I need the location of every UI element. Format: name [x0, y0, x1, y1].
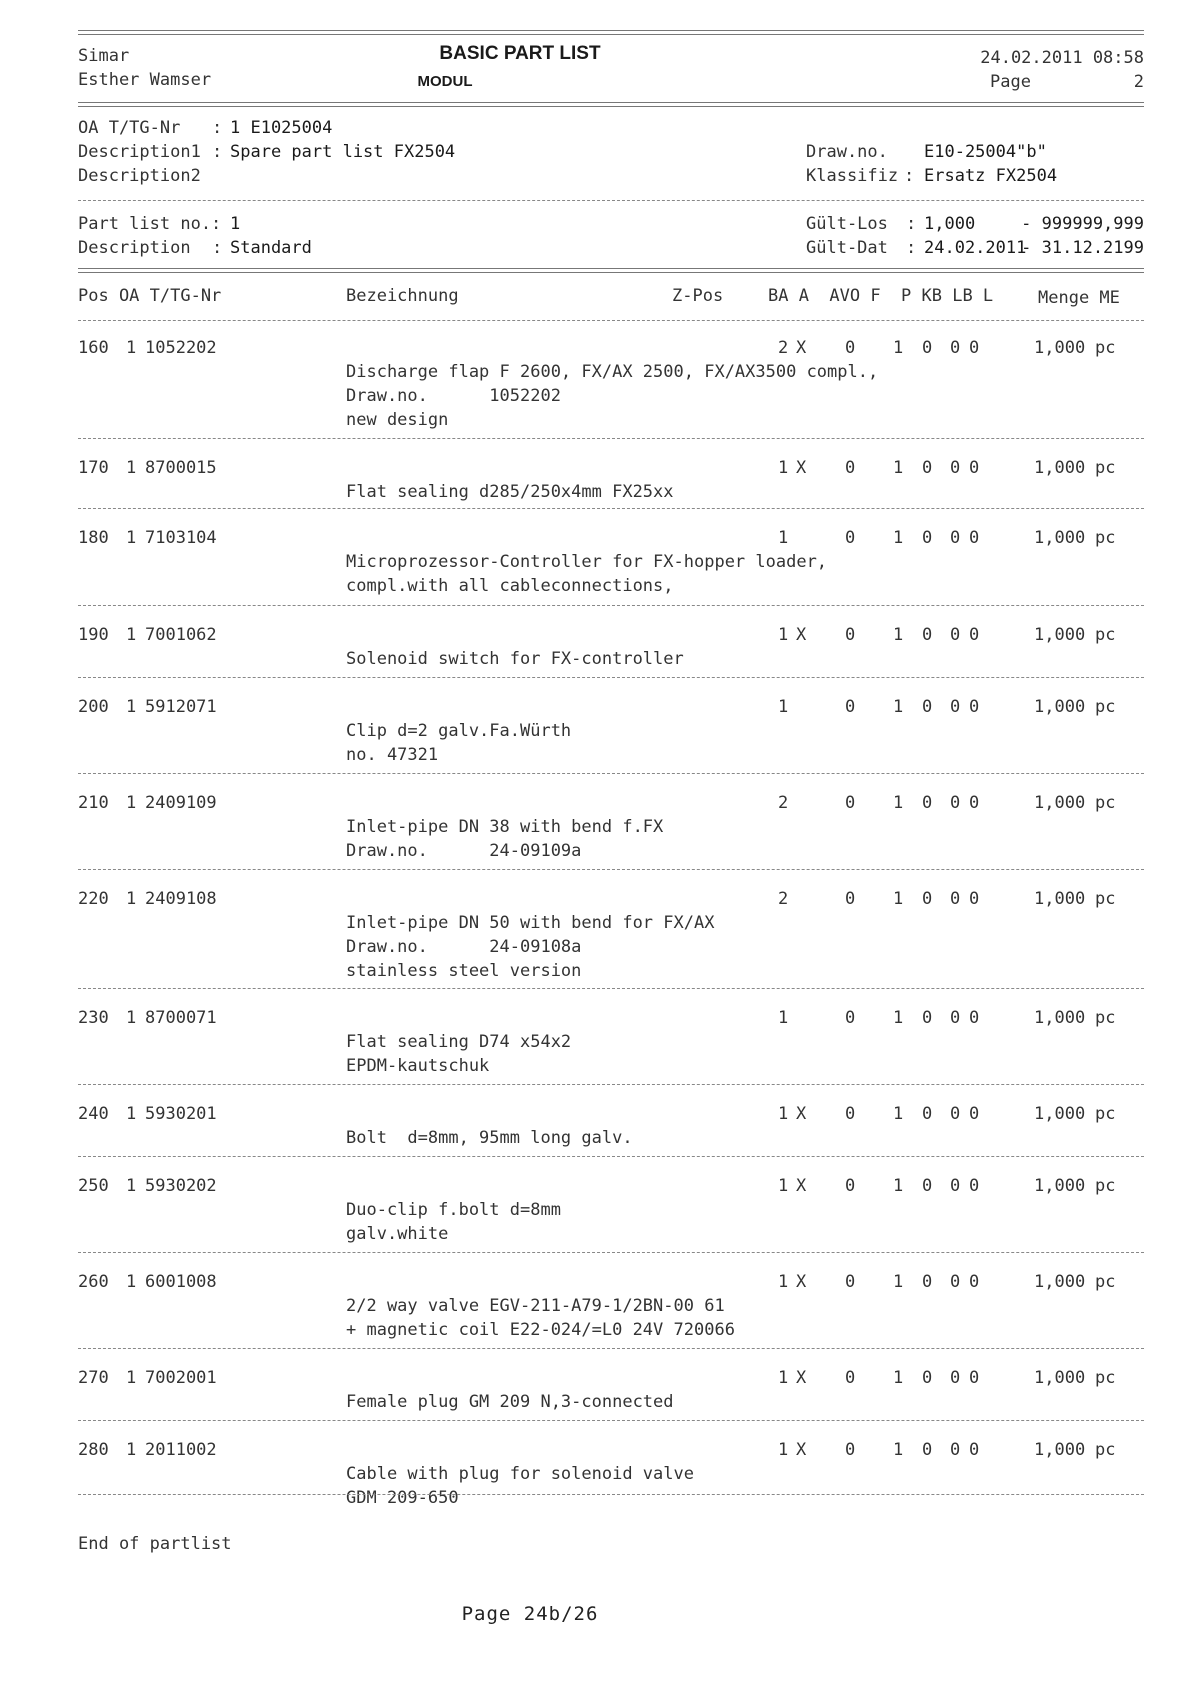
row-me: pc	[1095, 1368, 1116, 1388]
row-l: 0	[969, 1176, 980, 1196]
row-menge: 1,000	[1034, 1176, 1086, 1196]
row-lb: 0	[950, 528, 961, 548]
col-menge: Menge ME	[1038, 288, 1120, 308]
row-menge: 1,000	[1034, 1008, 1086, 1028]
row-a: X	[796, 1368, 807, 1388]
row-ba: 2	[778, 889, 789, 909]
row-separator	[78, 869, 1144, 870]
top-double-rule	[78, 30, 1144, 31]
row-menge: 1,000	[1034, 1440, 1086, 1460]
row-me: pc	[1095, 1272, 1116, 1292]
row-nr: 6001008	[145, 1272, 217, 1292]
row-p: 1	[893, 625, 904, 645]
row-oa: 1	[126, 1008, 137, 1028]
row-oa: 1	[126, 1368, 137, 1388]
row-nr: 8700015	[145, 458, 217, 478]
row-separator	[78, 605, 1144, 606]
row-me: pc	[1095, 458, 1116, 478]
user-name: Esther Wamser	[78, 70, 212, 90]
row-kb: 0	[922, 697, 933, 717]
row-ba: 1	[778, 528, 789, 548]
description-colon: :	[212, 238, 223, 258]
row-a: X	[796, 1104, 807, 1124]
row-pos: 190	[78, 625, 109, 645]
row-nr: 8700071	[145, 1008, 217, 1028]
info-dashed-rule	[78, 200, 1144, 201]
row-nr: 2409108	[145, 889, 217, 909]
row-p: 1	[893, 528, 904, 548]
row-oa: 1	[126, 889, 137, 909]
row-lb: 0	[950, 889, 961, 909]
columns-double-rule	[78, 268, 1144, 269]
row-description-line: Microprozessor-Controller for FX-hopper loader,	[346, 552, 828, 572]
row-a: X	[796, 338, 807, 358]
row-pos: 280	[78, 1440, 109, 1460]
gultdat-label: Gült-Dat	[806, 238, 888, 258]
row-ba: 1	[778, 1008, 789, 1028]
row-description-line: Flat sealing d285/250x4mm FX25xx	[346, 482, 674, 502]
row-lb: 0	[950, 697, 961, 717]
row-nr: 1052202	[145, 338, 217, 358]
row-avo: 0	[845, 697, 856, 717]
row-nr: 7002001	[145, 1368, 217, 1388]
draw-label: Draw.no.	[806, 142, 888, 162]
oa-label: OA T/TG-Nr	[78, 118, 181, 138]
row-description-line: Flat sealing D74 x54x2	[346, 1032, 572, 1052]
row-me: pc	[1095, 1104, 1116, 1124]
row-description-line: Draw.no. 24-09109a	[346, 841, 582, 861]
row-nr: 7001062	[145, 625, 217, 645]
columns-dashed-rule	[78, 320, 1144, 321]
header-double-rule	[78, 102, 1144, 103]
desc2-label: Description2	[78, 166, 201, 186]
row-ba: 1	[778, 697, 789, 717]
gultlos-from: 1,000	[924, 214, 976, 234]
row-ba: 1	[778, 1176, 789, 1196]
row-menge: 1,000	[1034, 1272, 1086, 1292]
col-flags: BA A AVO F P KB LB L	[768, 286, 994, 306]
row-menge: 1,000	[1034, 889, 1086, 909]
row-p: 1	[893, 697, 904, 717]
klass-colon: :	[904, 166, 915, 186]
partlist-value: 1	[230, 214, 241, 234]
row-l: 0	[969, 458, 980, 478]
row-a: X	[796, 1272, 807, 1292]
row-pos: 220	[78, 889, 109, 909]
row-a: X	[796, 1440, 807, 1460]
row-oa: 1	[126, 1272, 137, 1292]
row-l: 0	[969, 1368, 980, 1388]
row-oa: 1	[126, 338, 137, 358]
row-separator	[78, 677, 1144, 678]
row-description-line: Bolt d=8mm, 95mm long galv.	[346, 1128, 633, 1148]
row-pos: 260	[78, 1272, 109, 1292]
desc1-colon: :	[212, 142, 223, 162]
row-kb: 0	[922, 1440, 933, 1460]
col-zpos: Z-Pos	[672, 286, 724, 306]
oa-value: 1 E1025004	[230, 118, 333, 138]
row-description-line: Solenoid switch for FX-controller	[346, 649, 684, 669]
row-description-line: GDM 209-650	[346, 1488, 459, 1508]
row-avo: 0	[845, 625, 856, 645]
row-menge: 1,000	[1034, 1104, 1086, 1124]
row-me: pc	[1095, 338, 1116, 358]
row-nr: 2409109	[145, 793, 217, 813]
row-oa: 1	[126, 1104, 137, 1124]
row-a: X	[796, 458, 807, 478]
row-kb: 0	[922, 1104, 933, 1124]
doc-subtitle: MODUL	[417, 73, 473, 90]
row-lb: 0	[950, 458, 961, 478]
description-label: Description	[78, 238, 191, 258]
row-description-line: galv.white	[346, 1224, 449, 1244]
row-l: 0	[969, 889, 980, 909]
end-of-partlist: End of partlist	[78, 1534, 232, 1554]
row-ba: 1	[778, 625, 789, 645]
row-me: pc	[1095, 1008, 1116, 1028]
col-bezeichnung: Bezeichnung	[346, 286, 459, 306]
row-description-line: Draw.no. 24-09108a	[346, 937, 582, 957]
row-oa: 1	[126, 458, 137, 478]
row-nr: 5912071	[145, 697, 217, 717]
gultdat-to: - 31.12.2199	[1021, 238, 1144, 258]
company-name: Simar	[78, 46, 130, 66]
row-avo: 0	[845, 1104, 856, 1124]
row-description-line: Female plug GM 209 N,3-connected	[346, 1392, 674, 1412]
row-separator	[78, 1494, 1144, 1495]
row-separator	[78, 1084, 1144, 1085]
row-description-line: new design	[346, 410, 449, 430]
row-kb: 0	[922, 1368, 933, 1388]
row-separator	[78, 1420, 1144, 1421]
row-avo: 0	[845, 793, 856, 813]
row-l: 0	[969, 1104, 980, 1124]
klass-value: Ersatz FX2504	[924, 166, 1058, 186]
doc-title: BASIC PART LIST	[439, 43, 601, 64]
row-me: pc	[1095, 625, 1116, 645]
row-avo: 0	[845, 1272, 856, 1292]
row-description-line: compl.with all cableconnections,	[346, 576, 674, 596]
row-p: 1	[893, 1008, 904, 1028]
row-menge: 1,000	[1034, 1368, 1086, 1388]
gultdat-colon: :	[906, 238, 917, 258]
row-kb: 0	[922, 458, 933, 478]
row-description-line: Duo-clip f.bolt d=8mm	[346, 1200, 561, 1220]
row-pos: 170	[78, 458, 109, 478]
row-menge: 1,000	[1034, 697, 1086, 717]
row-p: 1	[893, 793, 904, 813]
footer-page: Page 24b/26	[461, 1603, 599, 1625]
row-p: 1	[893, 458, 904, 478]
row-nr: 5930202	[145, 1176, 217, 1196]
draw-value: E10-25004"b"	[924, 142, 1047, 162]
row-avo: 0	[845, 1176, 856, 1196]
row-avo: 0	[845, 1440, 856, 1460]
page-label: Page	[990, 72, 1031, 92]
row-l: 0	[969, 528, 980, 548]
row-p: 1	[893, 1176, 904, 1196]
row-ba: 1	[778, 458, 789, 478]
row-nr: 2011002	[145, 1440, 217, 1460]
row-description-line: Inlet-pipe DN 50 with bend for FX/AX	[346, 913, 715, 933]
row-oa: 1	[126, 1440, 137, 1460]
row-p: 1	[893, 1440, 904, 1460]
page-number: 2	[1133, 72, 1144, 92]
print-datetime: 24.02.2011 08:58	[980, 48, 1144, 68]
row-pos: 270	[78, 1368, 109, 1388]
row-pos: 240	[78, 1104, 109, 1124]
row-l: 0	[969, 1272, 980, 1292]
row-menge: 1,000	[1034, 528, 1086, 548]
gultdat-from: 24.02.2011	[924, 238, 1027, 258]
row-separator	[78, 438, 1144, 439]
row-pos: 210	[78, 793, 109, 813]
row-p: 1	[893, 1368, 904, 1388]
row-pos: 230	[78, 1008, 109, 1028]
row-oa: 1	[126, 793, 137, 813]
row-avo: 0	[845, 458, 856, 478]
row-lb: 0	[950, 338, 961, 358]
row-menge: 1,000	[1034, 338, 1086, 358]
row-oa: 1	[126, 625, 137, 645]
oa-colon: :	[212, 118, 223, 138]
row-kb: 0	[922, 793, 933, 813]
row-menge: 1,000	[1034, 793, 1086, 813]
row-me: pc	[1095, 697, 1116, 717]
gultlos-colon: :	[906, 214, 917, 234]
row-l: 0	[969, 793, 980, 813]
row-description-line: Inlet-pipe DN 38 with bend f.FX	[346, 817, 664, 837]
row-kb: 0	[922, 1008, 933, 1028]
row-kb: 0	[922, 338, 933, 358]
row-avo: 0	[845, 528, 856, 548]
row-me: pc	[1095, 793, 1116, 813]
row-a: X	[796, 625, 807, 645]
row-nr: 5930201	[145, 1104, 217, 1124]
row-oa: 1	[126, 697, 137, 717]
row-ba: 2	[778, 338, 789, 358]
row-separator	[78, 1348, 1144, 1349]
row-oa: 1	[126, 1176, 137, 1196]
row-description-line: Draw.no. 1052202	[346, 386, 561, 406]
row-l: 0	[969, 697, 980, 717]
row-ba: 2	[778, 793, 789, 813]
row-ba: 1	[778, 1368, 789, 1388]
row-ba: 1	[778, 1440, 789, 1460]
row-description-line: EPDM-kautschuk	[346, 1056, 490, 1076]
row-l: 0	[969, 338, 980, 358]
row-p: 1	[893, 1272, 904, 1292]
row-p: 1	[893, 1104, 904, 1124]
row-avo: 0	[845, 1368, 856, 1388]
row-l: 0	[969, 625, 980, 645]
row-p: 1	[893, 889, 904, 909]
row-separator	[78, 1156, 1144, 1157]
row-separator	[78, 988, 1144, 989]
row-lb: 0	[950, 1440, 961, 1460]
row-pos: 200	[78, 697, 109, 717]
row-separator	[78, 508, 1144, 509]
row-l: 0	[969, 1440, 980, 1460]
row-avo: 0	[845, 889, 856, 909]
row-separator	[78, 1252, 1144, 1253]
row-kb: 0	[922, 625, 933, 645]
row-description-line: no. 47321	[346, 745, 439, 765]
row-kb: 0	[922, 528, 933, 548]
row-lb: 0	[950, 625, 961, 645]
row-ba: 1	[778, 1104, 789, 1124]
row-lb: 0	[950, 1008, 961, 1028]
desc1-label: Description1	[78, 142, 201, 162]
klass-label: Klassifiz	[806, 166, 899, 186]
row-menge: 1,000	[1034, 625, 1086, 645]
row-pos: 180	[78, 528, 109, 548]
row-separator	[78, 773, 1144, 774]
row-pos: 250	[78, 1176, 109, 1196]
desc1-value: Spare part list FX2504	[230, 142, 456, 162]
row-nr: 7103104	[145, 528, 217, 548]
gultlos-to: - 999999,999	[1021, 214, 1144, 234]
row-avo: 0	[845, 1008, 856, 1028]
row-description-line: + magnetic coil E22-024/=L0 24V 720066	[346, 1320, 735, 1340]
row-description-line: Discharge flap F 2600, FX/AX 2500, FX/AX3500 compl.,	[346, 362, 879, 382]
row-kb: 0	[922, 1176, 933, 1196]
row-me: pc	[1095, 889, 1116, 909]
row-avo: 0	[845, 338, 856, 358]
row-kb: 0	[922, 1272, 933, 1292]
row-oa: 1	[126, 528, 137, 548]
row-description-line: stainless steel version	[346, 961, 582, 981]
row-lb: 0	[950, 1272, 961, 1292]
row-me: pc	[1095, 1176, 1116, 1196]
row-description-line: Clip d=2 galv.Fa.Würth	[346, 721, 572, 741]
col-pos: Pos OA T/TG-Nr	[78, 286, 222, 306]
row-a: X	[796, 1176, 807, 1196]
description-value: Standard	[230, 238, 312, 258]
row-lb: 0	[950, 1104, 961, 1124]
row-menge: 1,000	[1034, 458, 1086, 478]
row-description-line: Cable with plug for solenoid valve	[346, 1464, 694, 1484]
row-lb: 0	[950, 793, 961, 813]
partlist-label: Part list no.:	[78, 214, 222, 234]
row-lb: 0	[950, 1176, 961, 1196]
gultlos-label: Gült-Los	[806, 214, 888, 234]
row-p: 1	[893, 338, 904, 358]
row-lb: 0	[950, 1368, 961, 1388]
row-me: pc	[1095, 528, 1116, 548]
row-pos: 160	[78, 338, 109, 358]
row-kb: 0	[922, 889, 933, 909]
row-description-line: 2/2 way valve EGV-211-A79-1/2BN-00 61	[346, 1296, 725, 1316]
row-me: pc	[1095, 1440, 1116, 1460]
row-ba: 1	[778, 1272, 789, 1292]
row-l: 0	[969, 1008, 980, 1028]
